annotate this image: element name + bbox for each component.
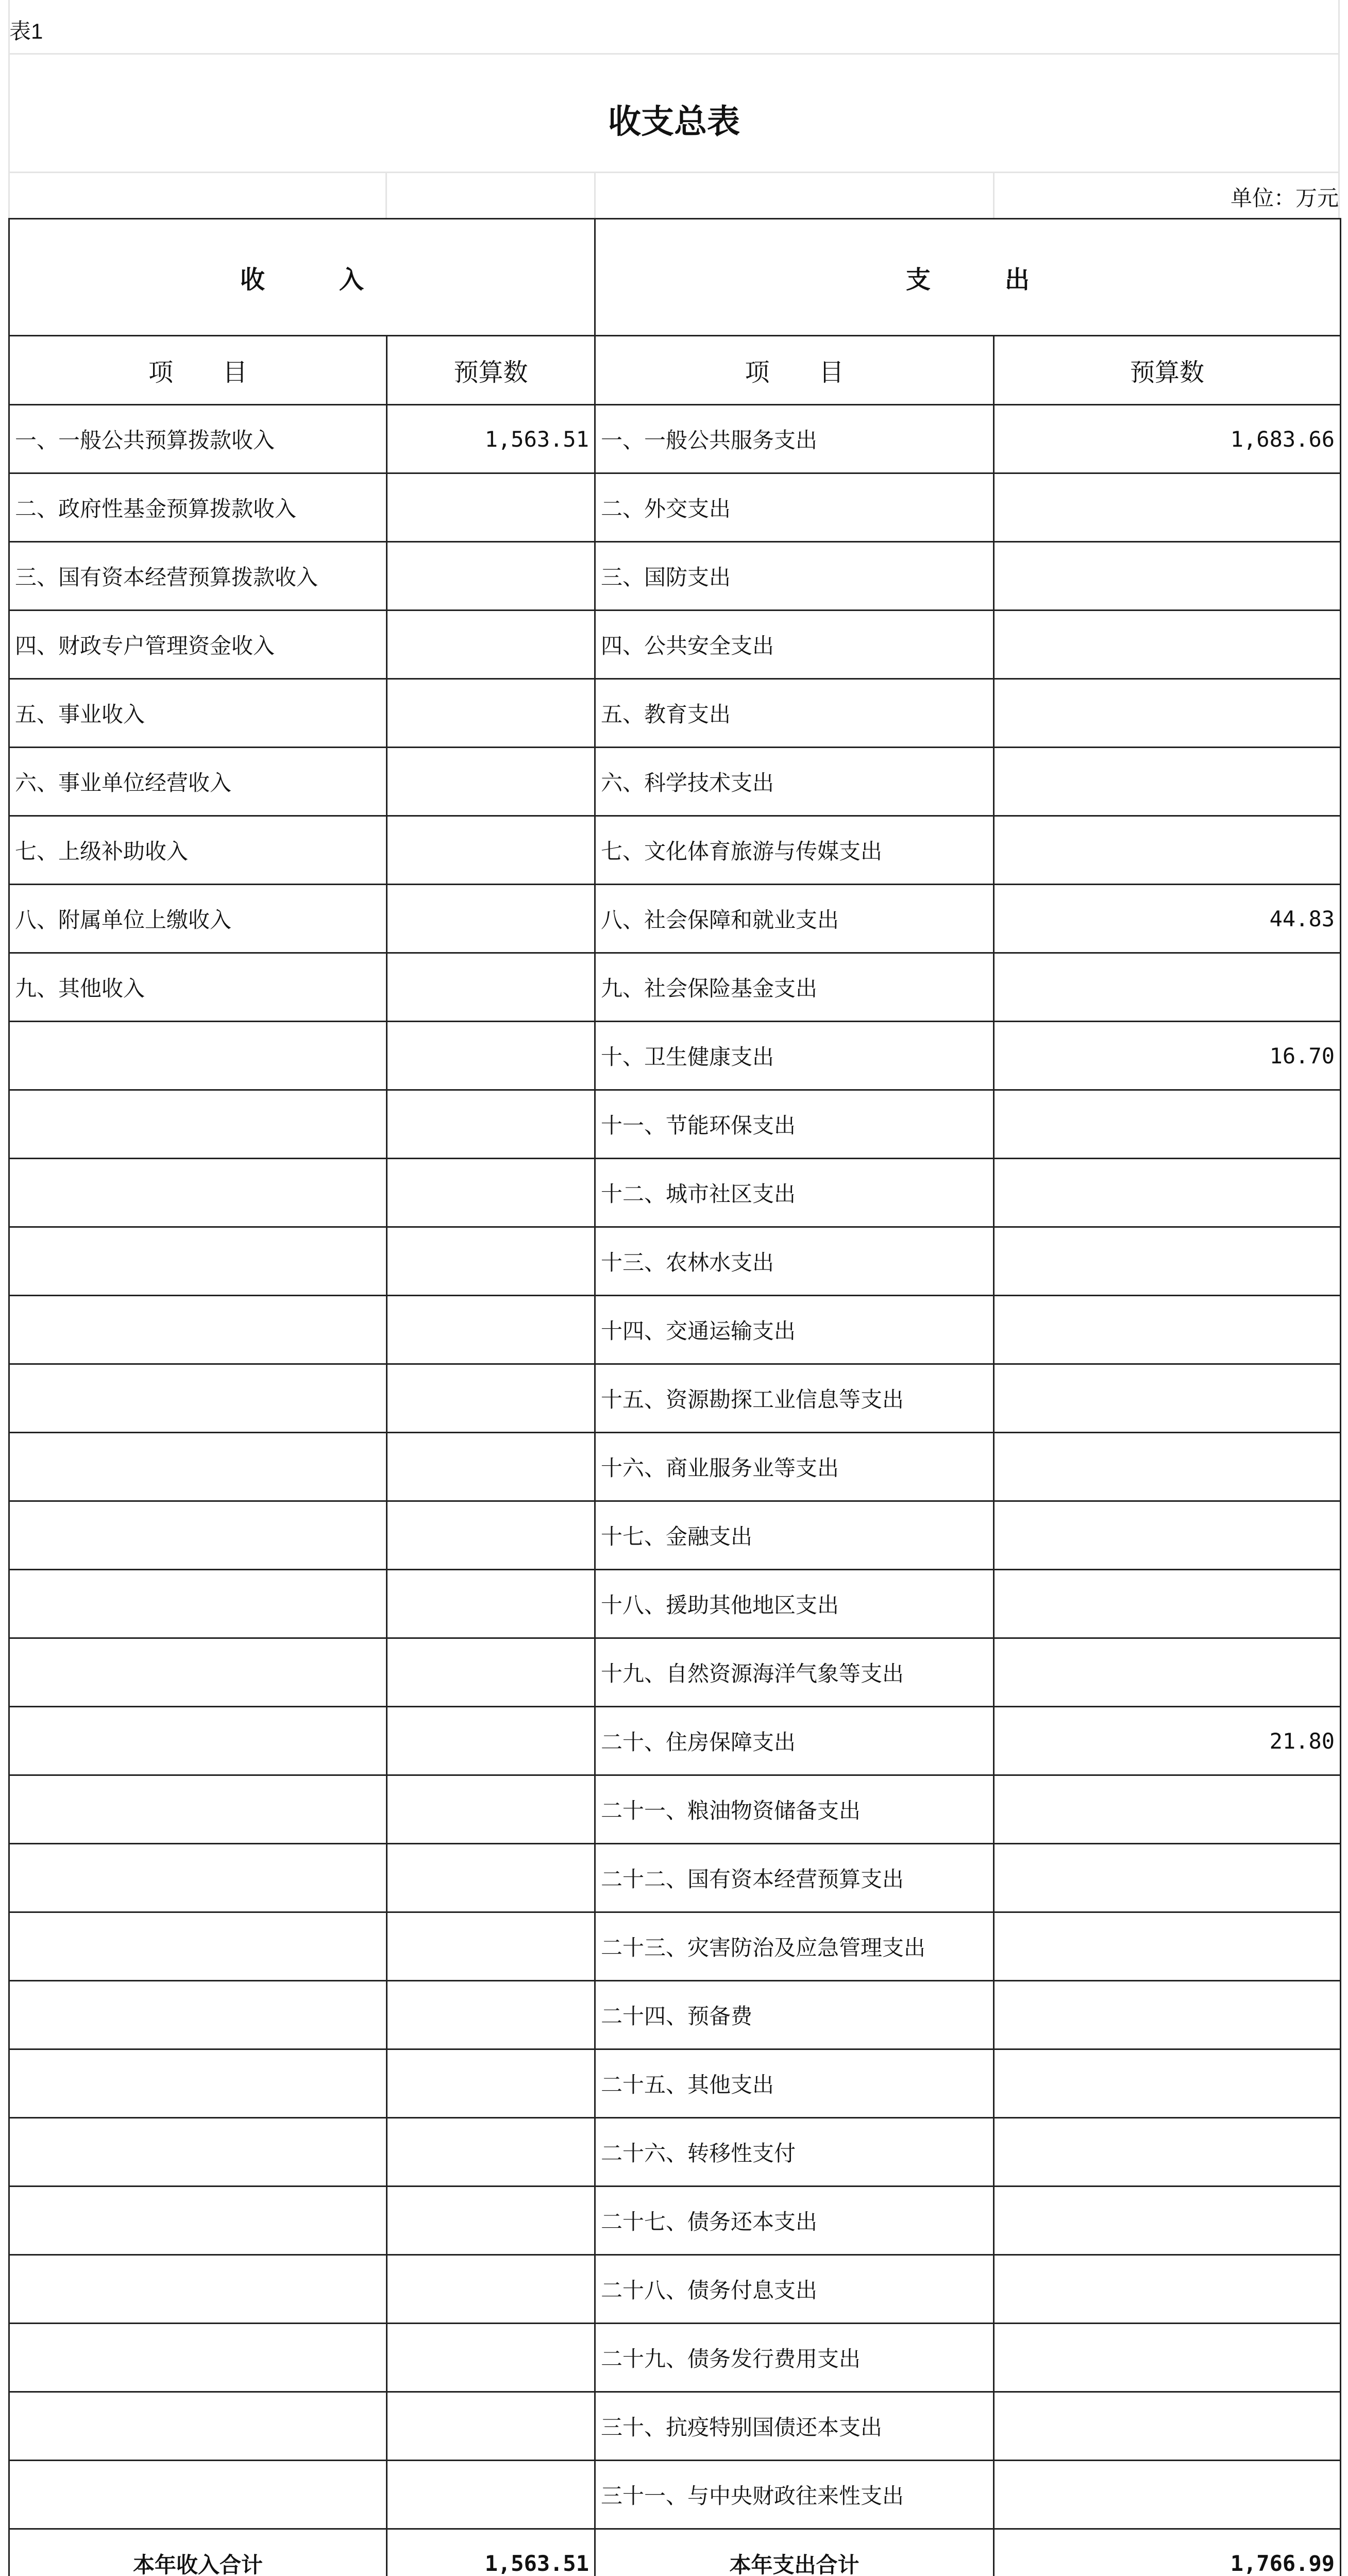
- expense-item-cell: 二十二、国有资本经营预算支出: [595, 1844, 994, 1912]
- expense-value-cell: [994, 748, 1341, 816]
- expense-value-cell: [994, 2255, 1341, 2324]
- income-value-cell: [387, 1227, 595, 1296]
- income-item-cell: [9, 1159, 387, 1227]
- expense-item-cell: 二十七、债务还本支出: [595, 2187, 994, 2255]
- total-row: [9, 2529, 1341, 2576]
- table-row: [9, 2324, 1341, 2392]
- table-row: [9, 1570, 1341, 1638]
- income-item-cell: 四、财政专户管理资金收入: [9, 611, 387, 679]
- income-item-cell: [9, 1364, 387, 1433]
- grid-line: [8, 53, 1340, 55]
- expense-item-cell: 十一、节能环保支出: [595, 1090, 994, 1159]
- expense-item-cell: 十四、交通运输支出: [595, 1296, 994, 1364]
- income-value-cell: [387, 1775, 595, 1844]
- expense-value-cell: [994, 1638, 1341, 1707]
- expense-item-cell: 六、科学技术支出: [595, 748, 994, 816]
- expense-value-cell: [994, 1159, 1341, 1227]
- income-item-cell: [9, 2255, 387, 2324]
- table-row: [9, 1159, 1341, 1227]
- income-item-cell: [9, 1501, 387, 1570]
- expense-item-cell: 八、社会保障和就业支出: [595, 885, 994, 953]
- income-value-cell: [387, 953, 595, 1022]
- income-item-cell: [9, 2392, 387, 2461]
- income-item-cell: 九、其他收入: [9, 953, 387, 1022]
- expense-header: 支 出: [595, 219, 1341, 336]
- header-row-columns: [9, 336, 1341, 405]
- expense-item-cell: 二十五、其他支出: [595, 2049, 994, 2118]
- table-row: [9, 611, 1341, 679]
- income-item-cell: [9, 1844, 387, 1912]
- income-item-cell: [9, 1775, 387, 1844]
- expense-item-cell: 二十六、转移性支付: [595, 2118, 994, 2187]
- expense-item-cell: 十、卫生健康支出: [595, 1022, 994, 1090]
- income-value-cell: [387, 679, 595, 748]
- table-row: [9, 1981, 1341, 2049]
- expense-item-cell: 十九、自然资源海洋气象等支出: [595, 1638, 994, 1707]
- table-row: [9, 2392, 1341, 2461]
- income-value-cell: [387, 1022, 595, 1090]
- income-item-cell: 六、事业单位经营收入: [9, 748, 387, 816]
- income-value-cell: [387, 1638, 595, 1707]
- income-value-cell: [387, 1296, 595, 1364]
- total-left-label: 本年收入合计: [9, 2529, 387, 2576]
- table-row: [9, 2255, 1341, 2324]
- table-row: [9, 2187, 1341, 2255]
- income-value-cell: [387, 2255, 595, 2324]
- expense-value-cell: 1,683.66: [994, 405, 1341, 473]
- expense-item-cell: 十二、城市社区支出: [595, 1159, 994, 1227]
- table-row: [9, 748, 1341, 816]
- income-item-cell: 八、附属单位上缴收入: [9, 885, 387, 953]
- income-item-cell: [9, 1090, 387, 1159]
- income-item-cell: [9, 1912, 387, 1981]
- income-item-cell: [9, 2461, 387, 2529]
- expense-value-cell: [994, 2461, 1341, 2529]
- expense-item-cell: 二十三、灾害防治及应急管理支出: [595, 1912, 994, 1981]
- grid-line: [594, 172, 596, 218]
- income-value-cell: [387, 611, 595, 679]
- grid-line: [993, 172, 995, 218]
- expense-item-cell: 二十四、预备费: [595, 1981, 994, 2049]
- expense-value-cell: [994, 2049, 1341, 2118]
- expense-value-cell: [994, 2187, 1341, 2255]
- table-row: [9, 1501, 1341, 1570]
- expense-budget-header: 预算数: [994, 336, 1341, 405]
- income-item-cell: [9, 1570, 387, 1638]
- income-item-cell: 一、一般公共预算拨款收入: [9, 405, 387, 473]
- income-value-cell: [387, 1364, 595, 1433]
- table-row: [9, 1433, 1341, 1501]
- expense-value-cell: [994, 1501, 1341, 1570]
- income-item-cell: [9, 1981, 387, 2049]
- expense-value-cell: [994, 816, 1341, 885]
- table-row: [9, 816, 1341, 885]
- income-value-cell: 1,563.51: [387, 405, 595, 473]
- expense-item-cell: 十五、资源勘探工业信息等支出: [595, 1364, 994, 1433]
- expense-value-cell: [994, 1981, 1341, 2049]
- income-item-cell: [9, 1296, 387, 1364]
- expense-value-cell: [994, 2118, 1341, 2187]
- table-row: [9, 2049, 1341, 2118]
- expense-item-cell: 二十一、粮油物资储备支出: [595, 1775, 994, 1844]
- expense-value-cell: [994, 1296, 1341, 1364]
- expense-value-cell: [994, 679, 1341, 748]
- expense-value-cell: [994, 2324, 1341, 2392]
- expense-item-cell: 二十九、债务发行费用支出: [595, 2324, 994, 2392]
- expense-value-cell: 21.80: [994, 1707, 1341, 1775]
- income-value-cell: [387, 1844, 595, 1912]
- income-item-cell: 五、事业收入: [9, 679, 387, 748]
- income-item-cell: [9, 1433, 387, 1501]
- grid-line: [8, 172, 1340, 173]
- table-row: [9, 2461, 1341, 2529]
- expense-value-cell: [994, 1433, 1341, 1501]
- income-value-cell: [387, 1501, 595, 1570]
- income-item-cell: [9, 1638, 387, 1707]
- income-value-cell: [387, 1707, 595, 1775]
- income-item-cell: 二、政府性基金预算拨款收入: [9, 473, 387, 542]
- expense-item-cell: 七、文化体育旅游与传媒支出: [595, 816, 994, 885]
- budget-table: [8, 218, 1341, 2576]
- table-row: [9, 953, 1341, 1022]
- table-row: [9, 885, 1341, 953]
- income-item-cell: [9, 1227, 387, 1296]
- expense-item-cell: 五、教育支出: [595, 679, 994, 748]
- expense-item-cell: 二十、住房保障支出: [595, 1707, 994, 1775]
- income-item-cell: [9, 2049, 387, 2118]
- income-budget-header: 预算数: [387, 336, 595, 405]
- expense-item-header: 项 目: [595, 336, 994, 405]
- expense-value-cell: 44.83: [994, 885, 1341, 953]
- expense-value-cell: [994, 473, 1341, 542]
- income-value-cell: [387, 473, 595, 542]
- expense-item-cell: 三、国防支出: [595, 542, 994, 611]
- income-value-cell: [387, 2187, 595, 2255]
- expense-value-cell: [994, 1570, 1341, 1638]
- income-value-cell: [387, 885, 595, 953]
- expense-item-cell: 十八、援助其他地区支出: [595, 1570, 994, 1638]
- table-row: [9, 542, 1341, 611]
- expense-value-cell: [994, 1912, 1341, 1981]
- expense-item-cell: 十七、金融支出: [595, 1501, 994, 1570]
- total-left-value: 1,563.51: [387, 2529, 595, 2576]
- income-value-cell: [387, 1433, 595, 1501]
- income-header: 收 入: [9, 219, 595, 336]
- income-item-cell: 七、上级补助收入: [9, 816, 387, 885]
- expense-value-cell: 16.70: [994, 1022, 1341, 1090]
- income-value-cell: [387, 2049, 595, 2118]
- income-item-cell: [9, 2187, 387, 2255]
- table-row: [9, 1227, 1341, 1296]
- expense-value-cell: [994, 2392, 1341, 2461]
- income-value-cell: [387, 1912, 595, 1981]
- expense-value-cell: [994, 1090, 1341, 1159]
- income-item-header: 项 目: [9, 336, 387, 405]
- grid-line: [385, 172, 387, 218]
- table-row: [9, 1022, 1341, 1090]
- expense-item-cell: 九、社会保险基金支出: [595, 953, 994, 1022]
- table-row: [9, 1707, 1341, 1775]
- table-label: 表1: [9, 19, 43, 43]
- table-row: [9, 1775, 1341, 1844]
- income-value-cell: [387, 748, 595, 816]
- expense-item-cell: 十六、商业服务业等支出: [595, 1433, 994, 1501]
- table-row: [9, 1364, 1341, 1433]
- expense-value-cell: [994, 542, 1341, 611]
- table-row: [9, 405, 1341, 473]
- table-row: [9, 473, 1341, 542]
- table-row: [9, 1296, 1341, 1364]
- expense-item-cell: 三十一、与中央财政往来性支出: [595, 2461, 994, 2529]
- income-item-cell: [9, 1707, 387, 1775]
- expense-value-cell: [994, 1844, 1341, 1912]
- header-row-sections: [9, 219, 1341, 336]
- page-title: 收支总表: [608, 103, 740, 141]
- income-item-cell: 三、国有资本经营预算拨款收入: [9, 542, 387, 611]
- table-row: [9, 2118, 1341, 2187]
- income-value-cell: [387, 2461, 595, 2529]
- income-value-cell: [387, 542, 595, 611]
- expense-item-cell: 四、公共安全支出: [595, 611, 994, 679]
- table-row: [9, 1090, 1341, 1159]
- expense-item-cell: 十三、农林水支出: [595, 1227, 994, 1296]
- income-value-cell: [387, 1981, 595, 2049]
- income-item-cell: [9, 2118, 387, 2187]
- income-value-cell: [387, 1090, 595, 1159]
- unit-label: 单位：万元: [1230, 185, 1339, 211]
- income-item-cell: [9, 1022, 387, 1090]
- income-item-cell: [9, 2324, 387, 2392]
- total-right-label: 本年支出合计: [595, 2529, 994, 2576]
- expense-item-cell: 三十、抗疫特别国债还本支出: [595, 2392, 994, 2461]
- income-value-cell: [387, 1159, 595, 1227]
- table-row: [9, 1844, 1341, 1912]
- expense-item-cell: 一、一般公共服务支出: [595, 405, 994, 473]
- expense-value-cell: [994, 1227, 1341, 1296]
- income-value-cell: [387, 816, 595, 885]
- income-value-cell: [387, 2392, 595, 2461]
- table-row: [9, 1638, 1341, 1707]
- table-row: [9, 1912, 1341, 1981]
- expense-value-cell: [994, 1364, 1341, 1433]
- expense-value-cell: [994, 953, 1341, 1022]
- total-right-value: 1,766.99: [994, 2529, 1341, 2576]
- expense-value-cell: [994, 611, 1341, 679]
- table-row: [9, 679, 1341, 748]
- expense-item-cell: 二十八、债务付息支出: [595, 2255, 994, 2324]
- income-value-cell: [387, 1570, 595, 1638]
- expense-item-cell: 二、外交支出: [595, 473, 994, 542]
- expense-value-cell: [994, 1775, 1341, 1844]
- income-value-cell: [387, 2324, 595, 2392]
- income-value-cell: [387, 2118, 595, 2187]
